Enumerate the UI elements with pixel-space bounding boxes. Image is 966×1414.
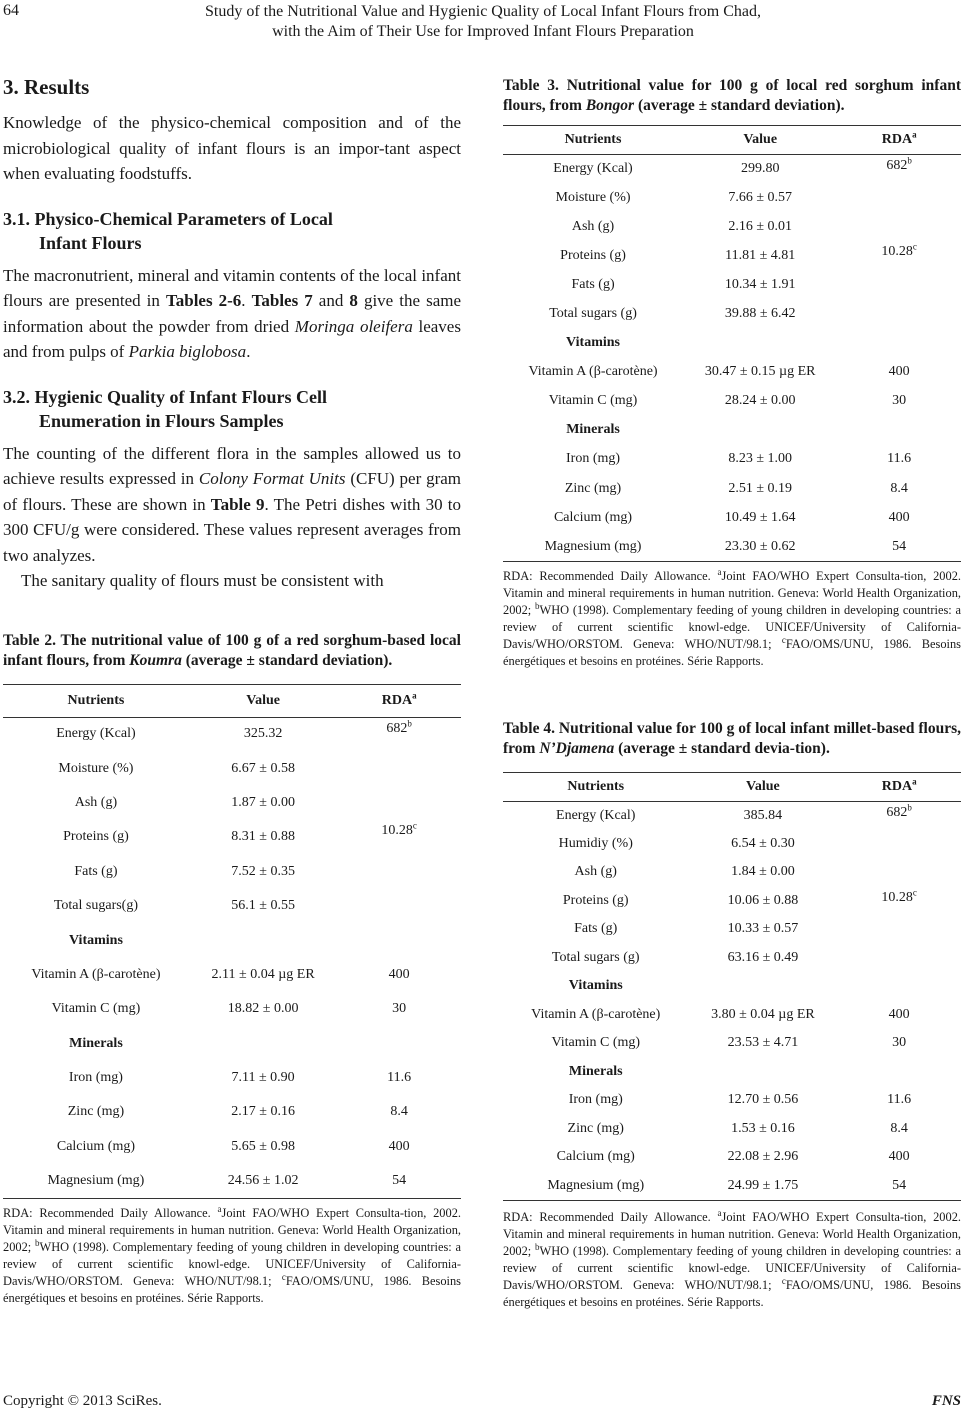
value-cell [683,329,837,358]
text-run: and [312,291,350,310]
value-cell: 2.17 ± 0.16 [231,1104,295,1120]
rda-cell [837,445,961,474]
nutrient-cell: Vitamin A (β-carotène) [31,966,161,982]
rda-cell [337,1027,461,1061]
table-reference: Table 9 [210,494,265,514]
rda-cell [837,1172,961,1201]
rda-cell [337,855,461,889]
note-text: Joint FAO/WHO Expert Consulta-tion, 2002. Vitamin and mineral requirements in human nutrition. Geneva: World Health Organization, 2002; [503,1210,961,1258]
table-row [503,387,961,416]
footnote-marker: b [535,601,540,612]
footnote-marker: c [412,820,417,831]
table-section-row [503,972,961,1001]
rda-value: 30 [892,393,907,409]
table-section-row [3,1027,461,1061]
rda-value: 682 [886,804,908,820]
rda-value: 54 [892,1177,907,1193]
rda-value: 54 [392,1173,407,1189]
note-text: WHO (1998). Complementary feeding of young children in developing countries: a review of current scientific knowl-edge. UNICEF/University of California-Davis/WHO/ORSTOM. Geneva: WHO/NUT/98.1; [503,603,961,652]
table-section-row [3,923,461,957]
table-bottom-rule [503,561,961,562]
footnote-marker: c [912,886,917,897]
table-3-footnote [503,568,961,670]
value-cell: 7.11 ± 0.90 [231,1070,295,1086]
table-reference: 8 [349,291,358,310]
nutrient-cell: Proteins (g) [562,892,629,908]
nutrient-cell: Minerals [568,1063,623,1079]
note-text: Joint FAO/WHO Expert Consulta-tion, 2002. Vitamin and mineral requirements in human nutrition. Geneva: World Health Organization, 2002; [3,1206,461,1255]
rda-value: 54 [892,538,907,554]
value-cell [683,416,837,445]
table-row [503,1086,961,1115]
value-cell: 18.82 ± 0.00 [227,1001,299,1017]
rda-cell [837,532,961,561]
nutrient-cell: Energy (Kcal) [556,807,636,823]
physico-chemical-paragraph [3,263,461,365]
value-cell: 1.53 ± 0.16 [731,1120,795,1136]
value-cell: 8.31 ± 0.88 [231,829,295,845]
rda-cell [837,1143,961,1172]
rda-value: 11.6 [887,1092,912,1108]
section-heading-results: 3. Results [3,75,90,99]
table-row [3,889,461,923]
rda-cell [837,972,961,1001]
column-header-value: Value [743,131,778,147]
table-row [3,958,461,992]
subsection-heading-3-1-line1: 3.1. Physico-Chemical Parameters of Local [3,208,333,229]
table-row [503,830,961,859]
column-header-nutrients: Nutrients [564,131,622,147]
value-cell: 1.84 ± 0.00 [731,864,795,880]
table-4 [503,773,961,1200]
rda-value: 8.4 [890,480,908,496]
column-header-rda [837,126,961,154]
nutrient-cell: Total sugars(g) [53,898,139,914]
nutrient-cell: Calcium (mg) [553,509,633,525]
footnote-marker: a [217,1204,222,1215]
rda-cell [337,820,461,854]
value-cell: 24.99 ± 1.75 [727,1177,799,1193]
rda-value: 682 [386,720,408,736]
rda-cell [337,786,461,820]
value-cell: 30.47 ± 0.15 µg ER [704,364,816,380]
rda-cell [837,241,961,270]
rda-cell [837,915,961,944]
rda-cell [337,1061,461,1095]
nutrient-cell: Ash (g) [571,218,615,234]
rda-cell [337,717,461,751]
table-header-row [503,126,961,154]
rda-value: 30 [892,1035,907,1051]
note-text: FAO/OMS/UNU, 1986. Besoins énergétiques et besoins en protéines. Série Rapports. [503,637,962,669]
value-cell: 6.54 ± 0.30 [731,835,795,851]
rda-cell [337,751,461,785]
rda-cell [337,1130,461,1164]
nutrient-cell: Fats (g) [571,276,615,292]
table-3-block [503,76,961,670]
rda-value: 10.28 [881,244,913,260]
rda-cell [337,889,461,923]
nutrient-cell: Ash (g) [574,864,617,880]
subsection-heading-3-1 [3,207,461,255]
rda-value: 10.28 [881,889,913,905]
value-cell: 63.16 ± 0.49 [727,949,799,965]
note-text: RDA: Recommended Daily Allowance. [3,1206,218,1221]
caption-text: (average ± standard deviation). [181,651,393,669]
table-row [503,801,961,830]
table-reference: Tables 7 [251,291,313,310]
nutrient-cell: Moisture (%) [555,189,631,205]
table-row [503,270,961,299]
column-header-rda [837,773,961,801]
table-reference: Tables 2-6 [165,291,242,310]
rda-cell [337,992,461,1026]
rda-cell [337,1095,461,1129]
rda-cell [837,801,961,830]
table-row [3,1061,461,1095]
rda-value: 8.4 [390,1104,408,1120]
rda-cell [837,474,961,503]
caption-text: Table 3. Nutritional value for 100 g of local red sorghum infant flours, from [503,77,961,114]
table-row [3,1095,461,1129]
running-header [0,2,966,42]
column-header-nutrients: Nutrients [567,778,625,794]
table-row [503,1172,961,1201]
left-column [3,74,461,594]
table-row [503,503,961,532]
value-cell: 23.53 ± 4.71 [727,1035,799,1051]
table-row [503,532,961,561]
nutrient-cell: Minerals [69,1035,123,1051]
table-row [503,1143,961,1172]
value-cell: 2.11 ± 0.04 µg ER [211,966,315,982]
rda-cell [837,154,961,183]
table-row [3,992,461,1026]
table-2-block [3,631,461,1307]
nutrient-cell: Zinc (mg) [567,1120,624,1136]
footnote-marker: c [781,635,786,646]
rda-cell [337,923,461,957]
footnote-marker: a [912,776,917,787]
rda-cell [837,358,961,387]
value-cell: 10.49 ± 1.64 [724,509,796,525]
nutrient-cell: Calcium (mg) [56,1138,136,1154]
rda-cell [837,1115,961,1144]
note-text: WHO (1998). Complementary feeding of young children in developing countries: a review of current scientific knowl-edge. UNICEF/University of California-Davis/WHO/ORSTOM. Geneva: WHO/NUT/98.1; [3,1240,461,1289]
table-2-footnote [3,1205,461,1307]
value-cell: 39.88 ± 6.42 [724,306,796,322]
subsection-heading-3-2-line1: 3.2. Hygienic Quality of Infant Flours Cell [3,386,327,407]
footnote-marker: a [412,690,417,701]
value-cell: 1.87 ± 0.00 [231,794,295,810]
nutrient-cell: Iron (mg) [566,451,621,467]
table-section-row [503,1058,961,1087]
rda-label: RDA [881,778,913,794]
table-row [503,1029,961,1058]
table-header-row [3,685,461,717]
rda-value: 400 [888,1006,910,1022]
column-header-nutrients: Nutrients [67,692,125,708]
rda-cell [837,299,961,328]
table-4-footnote [503,1209,961,1311]
nutrient-cell: Iron (mg) [568,1092,623,1108]
rda-cell [837,503,961,532]
value-cell: 24.56 ± 1.02 [227,1173,299,1189]
nutrient-cell: Minerals [566,422,620,438]
nutrient-cell: Proteins (g) [560,247,626,263]
footnote-marker: a [717,567,722,578]
rda-cell [837,270,961,299]
nutrient-cell: Total sugars (g) [551,949,640,965]
column-header-value: Value [246,692,280,708]
footnote-marker: c [912,241,917,252]
column-header-rda [337,685,461,717]
value-cell: 10.34 ± 1.91 [724,276,796,292]
rda-cell [337,1164,461,1198]
caption-text: Table 4. Nutritional value for 100 g of local infant millet-based flours, from [503,720,961,757]
value-cell: 8.23 ± 1.00 [728,451,793,467]
table-4-caption [503,719,961,758]
footnote-marker: c [781,1275,786,1286]
nutrient-cell: Vitamins [568,978,623,994]
caption-place: N’Djamena [539,739,615,757]
table-row [3,1130,461,1164]
table-row [3,717,461,751]
rda-cell [837,387,961,416]
nutrient-cell: Total sugars (g) [549,306,637,322]
table-header-row [503,773,961,801]
table-row [503,1001,961,1030]
table-row [503,474,961,503]
rda-cell [837,212,961,241]
caption-text: (average ± standard devia-tion). [614,739,830,757]
value-cell: 28.24 ± 0.00 [724,393,796,409]
species-name: Moringa oleifera [294,316,413,336]
table-section-row [503,416,961,445]
nutrient-cell: Iron (mg) [68,1070,123,1086]
table-row [503,241,961,270]
rda-value: 10.28 [381,823,413,839]
table-row [503,887,961,916]
value-cell: 23.30 ± 0.62 [724,538,796,554]
note-text: FAO/OMS/UNU, 1986. Besoins énergétiques et besoins en protéines. Série Rapports. [3,1274,462,1306]
footnote-marker: b [535,1241,540,1252]
value-cell: 7.66 ± 0.57 [728,189,793,205]
footnote-marker: b [35,1238,40,1249]
value-cell: 56.1 ± 0.55 [231,898,295,914]
caption-text: (average ± standard deviation). [634,96,845,114]
table-2 [3,685,461,1198]
rda-value: 400 [888,509,910,525]
caption-place: Koumra [129,651,182,669]
italic-term: Colony Format Units [198,469,346,488]
nutrient-cell: Moisture (%) [58,760,134,776]
rda-value: 400 [388,1138,410,1154]
text-run: The counting of the different flora in the samples allowed us to achieve results expressed in [3,443,461,488]
table-2-caption [3,631,461,670]
nutrient-cell: Vitamin C (mg) [548,393,638,409]
text-run: . [246,342,251,361]
footnote-marker: a [717,1207,722,1218]
table-4-block [503,719,961,1311]
nutrient-cell: Vitamin A (β-carotène) [528,364,658,380]
rda-cell [837,1086,961,1115]
table-row [3,855,461,889]
table-row [503,944,961,973]
rda-value: 11.6 [387,1070,412,1086]
rda-value: 682 [886,157,908,173]
nutrient-cell: Vitamins [68,932,123,948]
value-cell [688,972,837,1001]
table-row [503,358,961,387]
page-number: 64 [3,2,19,19]
nutrient-cell: Fats (g) [574,921,618,937]
rda-label: RDA [881,131,913,147]
rda-value: 400 [888,1149,910,1165]
nutrient-cell: Proteins (g) [63,829,129,845]
rda-cell [837,1001,961,1030]
rda-cell [837,329,961,358]
nutrient-cell: Energy (Kcal) [553,160,633,176]
table-bottom-rule [3,1198,461,1199]
running-header-line1: Study of the Nutritional Value and Hygienic Quality of Local Infant Flours from Chad, [204,3,762,20]
nutrient-cell: Vitamin C (mg) [551,1035,641,1051]
rda-value: 8.4 [890,1120,908,1136]
value-cell: 7.52 ± 0.35 [231,863,295,879]
footnote-marker: b [907,801,912,812]
rda-value: 400 [388,966,410,982]
nutrient-cell: Magnesium (mg) [544,538,642,554]
value-cell: 22.08 ± 2.96 [727,1149,799,1165]
caption-text: Table 2. The nutritional value of 100 g of a red sorghum-based local infant flours, from [3,632,461,669]
table-row [3,820,461,854]
value-cell: 11.81 ± 4.81 [725,247,796,263]
note-text: WHO (1998). Complementary feeding of young children in developing countries: a review of current scientific knowl-edge. UNICEF/University of California-Davis/WHO/ORSTOM. Geneva: WHO/NUT/98.1; [503,1244,961,1292]
rda-value: 30 [392,1001,407,1017]
rda-value: 400 [888,364,910,380]
value-cell: 10.33 ± 0.57 [727,921,799,937]
table-row [3,1164,461,1198]
nutrient-cell: Calcium (mg) [556,1149,635,1165]
rda-cell [837,944,961,973]
value-cell: 12.70 ± 0.56 [727,1092,799,1108]
note-text: RDA: Recommended Daily Allowance. [503,1210,718,1224]
note-text: FAO/OMS/UNU, 1986. Besoins énergétiques et besoins en protéines. Série Rapports. [503,1278,962,1309]
rda-cell [837,887,961,916]
species-name: Parkia biglobosa [128,342,247,361]
rda-value: 11.6 [887,451,912,467]
nutrient-cell: Vitamin C (mg) [51,1001,141,1017]
nutrient-cell: Vitamin A (β-carotène) [531,1006,661,1022]
value-cell: 6.67 ± 0.58 [231,760,295,776]
table-row [503,212,961,241]
rda-cell [837,1029,961,1058]
value-cell: 10.06 ± 0.88 [727,892,799,908]
table-row [503,183,961,212]
rda-cell [837,1058,961,1087]
value-cell [189,923,337,957]
note-text: RDA: Recommended Daily Allowance. [503,569,718,584]
nutrient-cell: Zinc (mg) [67,1104,125,1120]
nutrient-cell: Vitamins [566,335,620,351]
table-row [3,786,461,820]
text-run: . [241,291,252,310]
rda-cell [837,858,961,887]
rda-cell [837,830,961,859]
value-cell: 2.16 ± 0.01 [728,218,793,234]
text-run: leaves and from pulps of [3,316,461,361]
table-row [503,445,961,474]
table-row [503,299,961,328]
table-bottom-rule [503,1200,961,1201]
footnote-marker: b [907,154,912,165]
value-cell: 5.65 ± 0.98 [231,1138,295,1154]
value-cell [189,1027,337,1061]
subsection-heading-3-1-line2: Infant Flours [39,232,142,253]
results-intro-paragraph: Knowledge of the physico-chemical composition and of the microbiological quality of infant flours is an impor-tant aspect when evaluating foodstuffs. [3,113,461,183]
footnote-marker: c [281,1272,286,1283]
rda-cell [837,183,961,212]
nutrient-cell: Humidiy (%) [558,835,633,851]
nutrient-cell: Magnesium (mg) [47,1173,145,1189]
journal-abbreviation: FNS [931,1393,961,1409]
table-row [503,1115,961,1144]
text-run: (CFU) per gram of flours. These are shown in [3,469,462,514]
text-run: The macronutrient, mineral and vitamin contents of the local infant flours are presented in [3,265,461,310]
nutrient-cell: Zinc (mg) [564,480,622,496]
hygienic-quality-paragraph [3,441,461,569]
nutrient-cell: Energy (Kcal) [56,726,136,742]
rda-cell [337,958,461,992]
text-run: give the same information about the powder from dried [3,291,462,336]
value-cell: 3.80 ± 0.04 µg ER [711,1006,815,1022]
table-row [503,154,961,183]
nutrient-cell: Ash (g) [74,794,118,810]
table-3-caption [503,76,961,115]
table-section-row [503,329,961,358]
footnote-marker: a [912,129,917,140]
value-cell: 2.51 ± 0.19 [728,480,793,496]
sanitary-quality-paragraph: The sanitary quality of flours must be consistent with [21,571,384,590]
rda-cell [837,416,961,445]
subsection-heading-3-2-line2: Enumeration in Flours Samples [39,410,284,431]
table-3 [503,126,961,561]
table-row [503,858,961,887]
footnote-marker: b [407,717,412,728]
copyright-notice: Copyright © 2013 SciRes. [3,1393,162,1409]
table-row [503,915,961,944]
column-header-value: Value [746,778,780,794]
text-run: . The Petri dishes with 30 to 300 CFU/g were considered. These values represent averages from two analyzes. [3,494,461,565]
note-text: Joint FAO/WHO Expert Consulta-tion, 2002. Vitamin and mineral requirements in human nutrition. Geneva: World Health Organization, 2002; [503,569,961,618]
caption-place: Bongor [585,96,635,114]
nutrient-cell: Magnesium (mg) [547,1177,645,1193]
nutrient-cell: Fats (g) [74,863,118,879]
table-row [3,751,461,785]
running-header-line2: with the Aim of Their Use for Improved Infant Flours Preparation [272,23,694,40]
value-cell: 385.84 [743,807,783,823]
subsection-heading-3-2 [3,385,461,433]
value-cell [688,1058,837,1087]
value-cell: 325.32 [243,726,283,742]
rda-label: RDA [381,692,413,708]
value-cell: 299.80 [740,160,780,176]
